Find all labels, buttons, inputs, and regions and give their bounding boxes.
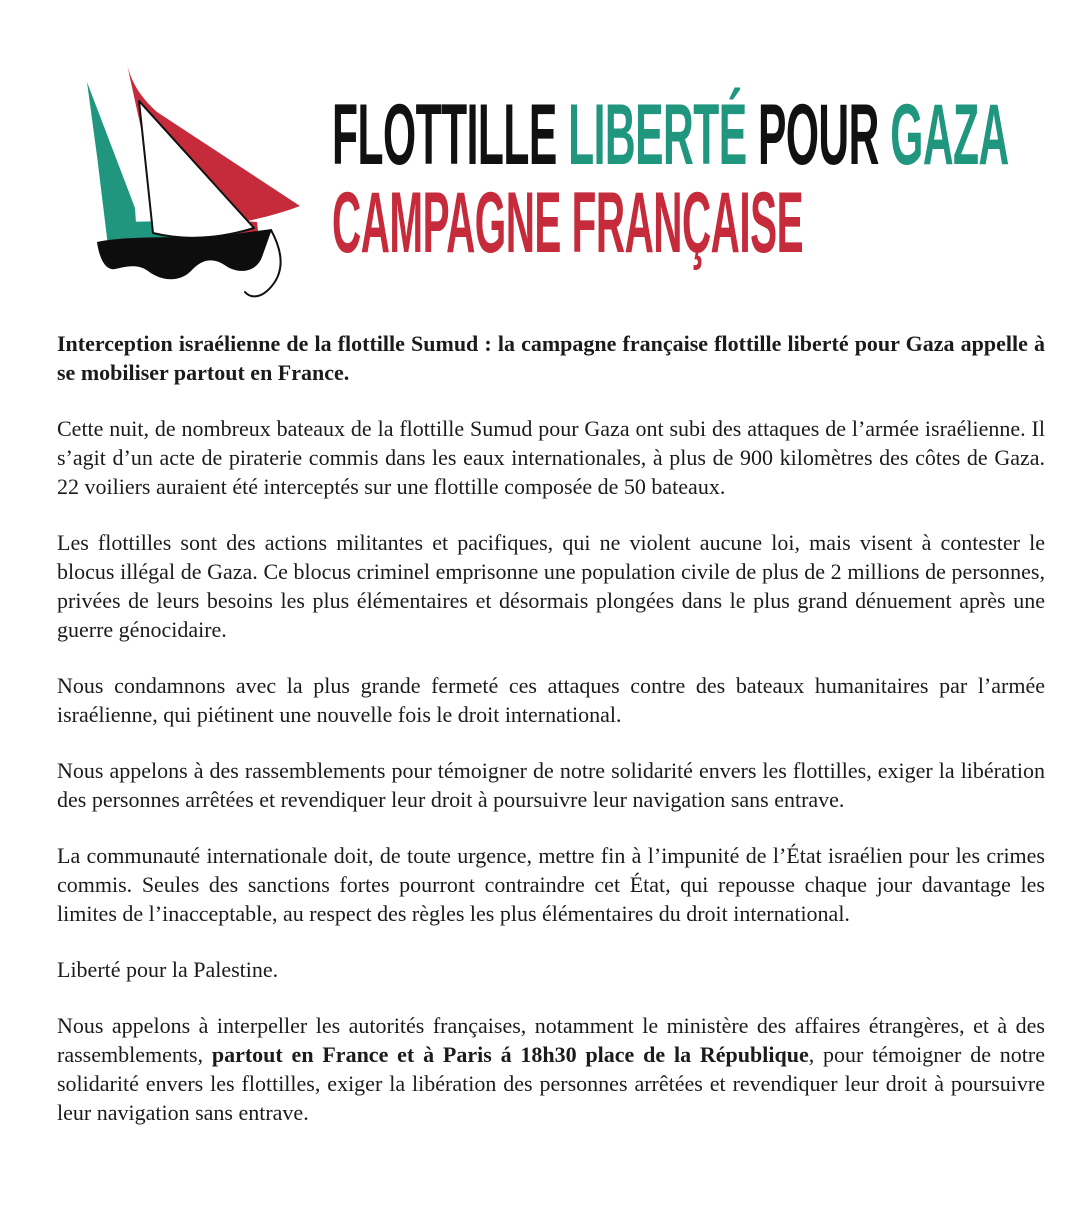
text-run: La communauté internationale doit, de toute urgence, mettre fin à l’impunité de l’État israélien pour les crimes commis. Seules des sanctions fortes pourront contraindre cet État, qui repousse chaque jour davantage les limites de l’inacceptable, au respect des règles les plus élémentaires du droit international. xyxy=(57,843,1045,926)
logo-title-word-flottille: FLOTTILLE xyxy=(332,87,557,183)
text-run-bold: partout en France et à Paris á 18h30 place de la République xyxy=(211,1042,809,1067)
document-body xyxy=(57,329,1045,1154)
text-run: , pour témoigner de notre solidarité envers les flottilles, exiger la libération des personnes arrêtées et revendiquer leur droit à poursuivre leur navigation sans entrave. xyxy=(57,1042,1045,1125)
green-sail-shape xyxy=(87,82,137,246)
logo-title-line2 xyxy=(332,175,804,271)
paragraph-5 xyxy=(57,756,1045,814)
page-header xyxy=(0,0,1086,310)
paragraph-7 xyxy=(57,955,1045,984)
text-run: Nous condamnons avec la plus grande fermeté ces attaques contre des bateaux humanitaires par l’armée israélienne, qui piétinent une nouvelle fois le droit international. xyxy=(57,673,1045,727)
logo-title-campagne: CAMPAGNE FRANÇAISE xyxy=(332,175,804,271)
logo-title-word-gaza: GAZA xyxy=(890,87,1009,183)
text-run: Liberté pour la Palestine. xyxy=(57,957,279,982)
paragraph-6 xyxy=(57,841,1045,928)
paragraph-8 xyxy=(57,1011,1045,1127)
logo-title-line1 xyxy=(332,87,1009,183)
paragraph-1 xyxy=(57,329,1045,387)
paragraph-2 xyxy=(57,414,1045,501)
sailboat-logo-icon xyxy=(85,60,320,302)
text-run-bold: Interception israélienne de la flottille Sumud : la campagne française flottille liberté pour Gaza appelle à se mobiliser partout en France. xyxy=(57,331,1045,385)
text-run: Les flottilles sont des actions militantes et pacifiques, qui ne violent aucune loi, mais visent à contester le blocus illégal de Gaza. Ce blocus criminel emprisonne une population civile de plus de 2 millions de personnes, privées de leurs besoins les plus élémentaires et désormais plongées dans le plus grand dénuement après une guerre génocidaire. xyxy=(57,530,1045,642)
text-run: Nous appelons à interpeller les autorités françaises, notamment le ministère des affaires étrangères, et à des rassemblements, xyxy=(57,1013,1045,1067)
text-run: Cette nuit, de nombreux bateaux de la flottille Sumud pour Gaza ont subi des attaques de l’armée israélienne. Il s’agit d’un acte de piraterie commis dans les eaux internationales, à plus de 900 kilomètres des côtes de Gaza. 22 voiliers auraient été interceptés sur une flottille composée de 50 bateaux. xyxy=(57,416,1045,499)
paragraph-3 xyxy=(57,528,1045,644)
logo-title-word-liberté: LIBERTÉ xyxy=(568,87,747,183)
text-run: Nous appelons à des rassemblements pour témoigner de notre solidarité envers les flottilles, exiger la libération des personnes arrêtées et revendiquer leur droit à poursuivre leur navigation sans entrave. xyxy=(57,758,1045,812)
paragraph-4 xyxy=(57,671,1045,729)
logo-title-word-pour: POUR xyxy=(757,87,879,183)
